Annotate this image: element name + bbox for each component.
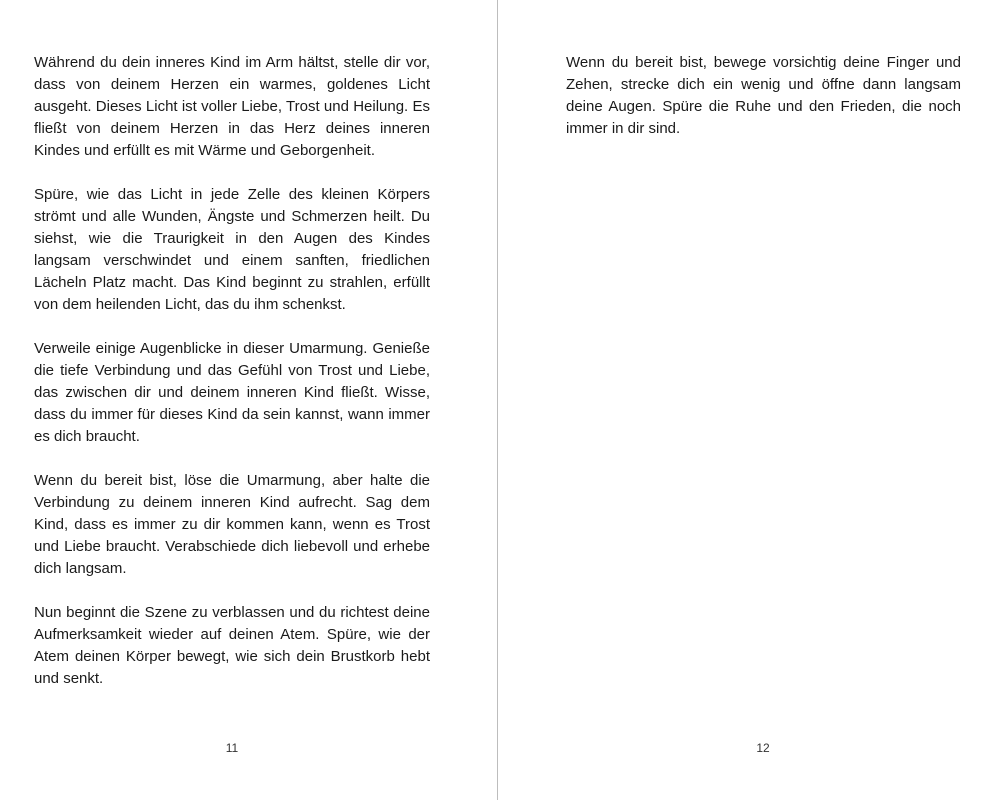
page-number: 11: [225, 741, 239, 755]
paragraph: Wenn du bereit bist, löse die Umarmung, aber halte die Verbindung zu deinem inneren Kind aufrecht. Sag dem Kind, dass es immer zu dir kommen kann, wenn es Trost und Liebe braucht. Verabschiede dich liebevoll und erhebe dich langsam.: [34, 472, 430, 577]
paragraph: Verweile einige Augenblicke in dieser Umarmung. Genieße die tiefe Verbindung und das Gefühl von Trost und Liebe, das zwischen dir und deinem inneren Kind fließt. Wisse, dass du immer für dieses Kind da sein kannst, wann immer es dich braucht.: [34, 340, 430, 445]
left-page: [0, 0, 497, 800]
right-page: [498, 0, 1000, 800]
paragraph: Wenn du bereit bist, bewege vorsichtig deine Finger und Zehen, strecke dich ein wenig und öffne dann langsam deine Augen. Spüre die Ruhe und den Frieden, die noch immer in dir sind.: [566, 54, 961, 137]
right-page-text: [566, 52, 961, 140]
paragraph: Während du dein inneres Kind im Arm hältst, stelle dir vor, dass von deinem Herzen ein warmes, goldenes Licht ausgeht. Dieses Licht ist voller Liebe, Trost und Heilung. Es fließt von deinem Herzen in das Herz deines inneren Kindes und erfüllt es mit Wärme und Geborgenheit.: [34, 54, 430, 159]
paragraph: Nun beginnt die Szene zu verblassen und du richtest deine Aufmerksamkeit wieder auf deinen Atem. Spüre, wie der Atem deinen Körper bewegt, wie sich dein Brustkorb hebt und senkt.: [34, 604, 430, 687]
page-number: 12: [756, 741, 770, 755]
left-page-text: [34, 52, 430, 690]
paragraph: Spüre, wie das Licht in jede Zelle des kleinen Körpers strömt und alle Wunden, Ängste und Schmerzen heilt. Du siehst, wie die Traurigkeit in den Augen des Kindes langsam verschwindet und einem sanften, friedlichen Lächeln Platz macht. Das Kind beginnt zu strahlen, erfüllt von dem heilenden Licht, das du ihm schenkst.: [34, 186, 430, 313]
